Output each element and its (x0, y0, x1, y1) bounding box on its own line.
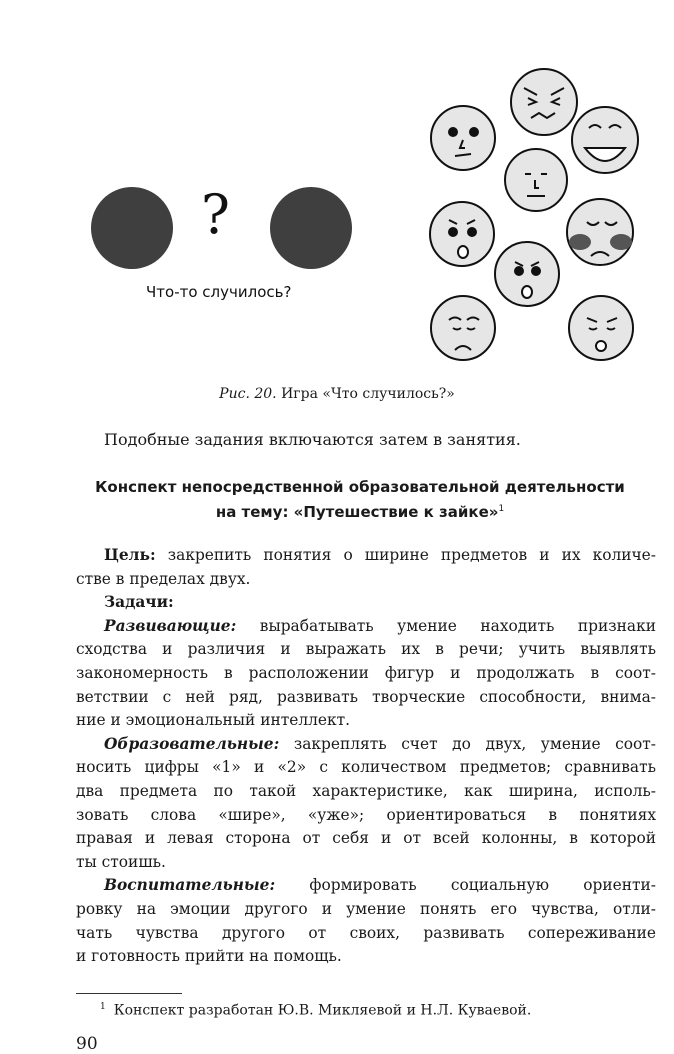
frightened-face-icon (495, 242, 559, 306)
angry-face-icon (511, 69, 577, 135)
calm-face-icon (431, 106, 495, 170)
upbringing-line-4: и готовность прийти на помощь. (76, 947, 342, 966)
sad-face-icon (431, 296, 495, 360)
educational-label: Образовательные: (104, 734, 280, 753)
figure-label: Что-то случилось? (146, 283, 292, 301)
question-mark: ? (201, 183, 230, 246)
caption-text: Игра «Что случилось?» (281, 386, 455, 402)
page-number: 90 (76, 1034, 98, 1054)
educational-line-5: правая и левая сторона от себя и от всей колонны, в которой (76, 829, 656, 848)
educational-line-1: Образовательные: закреплять счет до двух, умение соот- (104, 734, 656, 753)
figure-game (0, 0, 674, 380)
caption-number: Рис. 20. (219, 386, 277, 402)
lesson-body (76, 544, 656, 969)
left-dark-circle (91, 187, 173, 269)
heading-line-1: Конспект непосредственной образовательной деятельности (95, 478, 625, 496)
developing-line-3: закономерность в расположении фигур и продолжать в соот- (76, 663, 656, 682)
intro-paragraph: Подобные задания включаются затем в занятия. (104, 430, 521, 449)
goal-label: Цель: (104, 546, 156, 564)
footnote-divider (76, 993, 182, 994)
heading-line-2: на тему: «Путешествие к зайке»$^1$ (215, 503, 505, 521)
right-dark-circle (270, 187, 352, 269)
developing-line-5: ние и эмоциональный интеллект. (76, 711, 351, 730)
footnote (100, 1002, 531, 1019)
goal-line-1: Цель: закрепить понятия о ширине предметов и их количе- (104, 546, 656, 564)
upbringing-line-3: чать чувства другого от своих, развивать сопереживание (76, 923, 656, 942)
tasks-label: Задачи: (104, 593, 174, 612)
figure-caption (0, 386, 674, 402)
educational-line-2: носить цифры «1» и «2» с количеством предметов; сравнивать (76, 758, 656, 777)
educational-line-4: зовать слова «шире», «уже»; ориентироваться в понятиях (76, 805, 656, 824)
upbringing-label: Воспитательные: (104, 876, 276, 895)
upbringing-line-2: ровку на эмоции другого и умение понять его чувства, отли- (76, 899, 656, 918)
surprised-face-icon (430, 202, 494, 266)
educational-line-6: ты стоишь. (76, 852, 166, 871)
upbringing-line-1: Воспитательные: формировать социальную ориенти- (104, 876, 656, 895)
developing-line-2: сходства и различия и выражать их в речи; учить выявлять (76, 640, 656, 659)
footnote-text: Конспект разработан Ю.В. Микляевой и Н.Л. Куваевой. (113, 1002, 532, 1019)
crying-face-icon (567, 199, 633, 265)
goal-line-2: стве в пределах двух. (76, 569, 251, 588)
emotion-faces-illustration (425, 66, 640, 376)
developing-line-1: Развивающие: вырабатывать умение находить признаки (104, 616, 656, 635)
heading-footnote-mark: 1 (498, 504, 505, 514)
footnote-mark: 1 (100, 1002, 106, 1012)
section-heading (60, 476, 660, 523)
upset-face-icon (569, 296, 633, 360)
educational-line-3: два предмета по такой характеристике, как ширина, исполь- (76, 781, 656, 800)
happy-face-icon (572, 107, 638, 173)
developing-line-4: ветствии с ней ряд, развивать творческие способности, внима- (76, 687, 656, 706)
developing-label: Развивающие: (104, 616, 237, 635)
indifferent-face-icon (505, 149, 567, 211)
